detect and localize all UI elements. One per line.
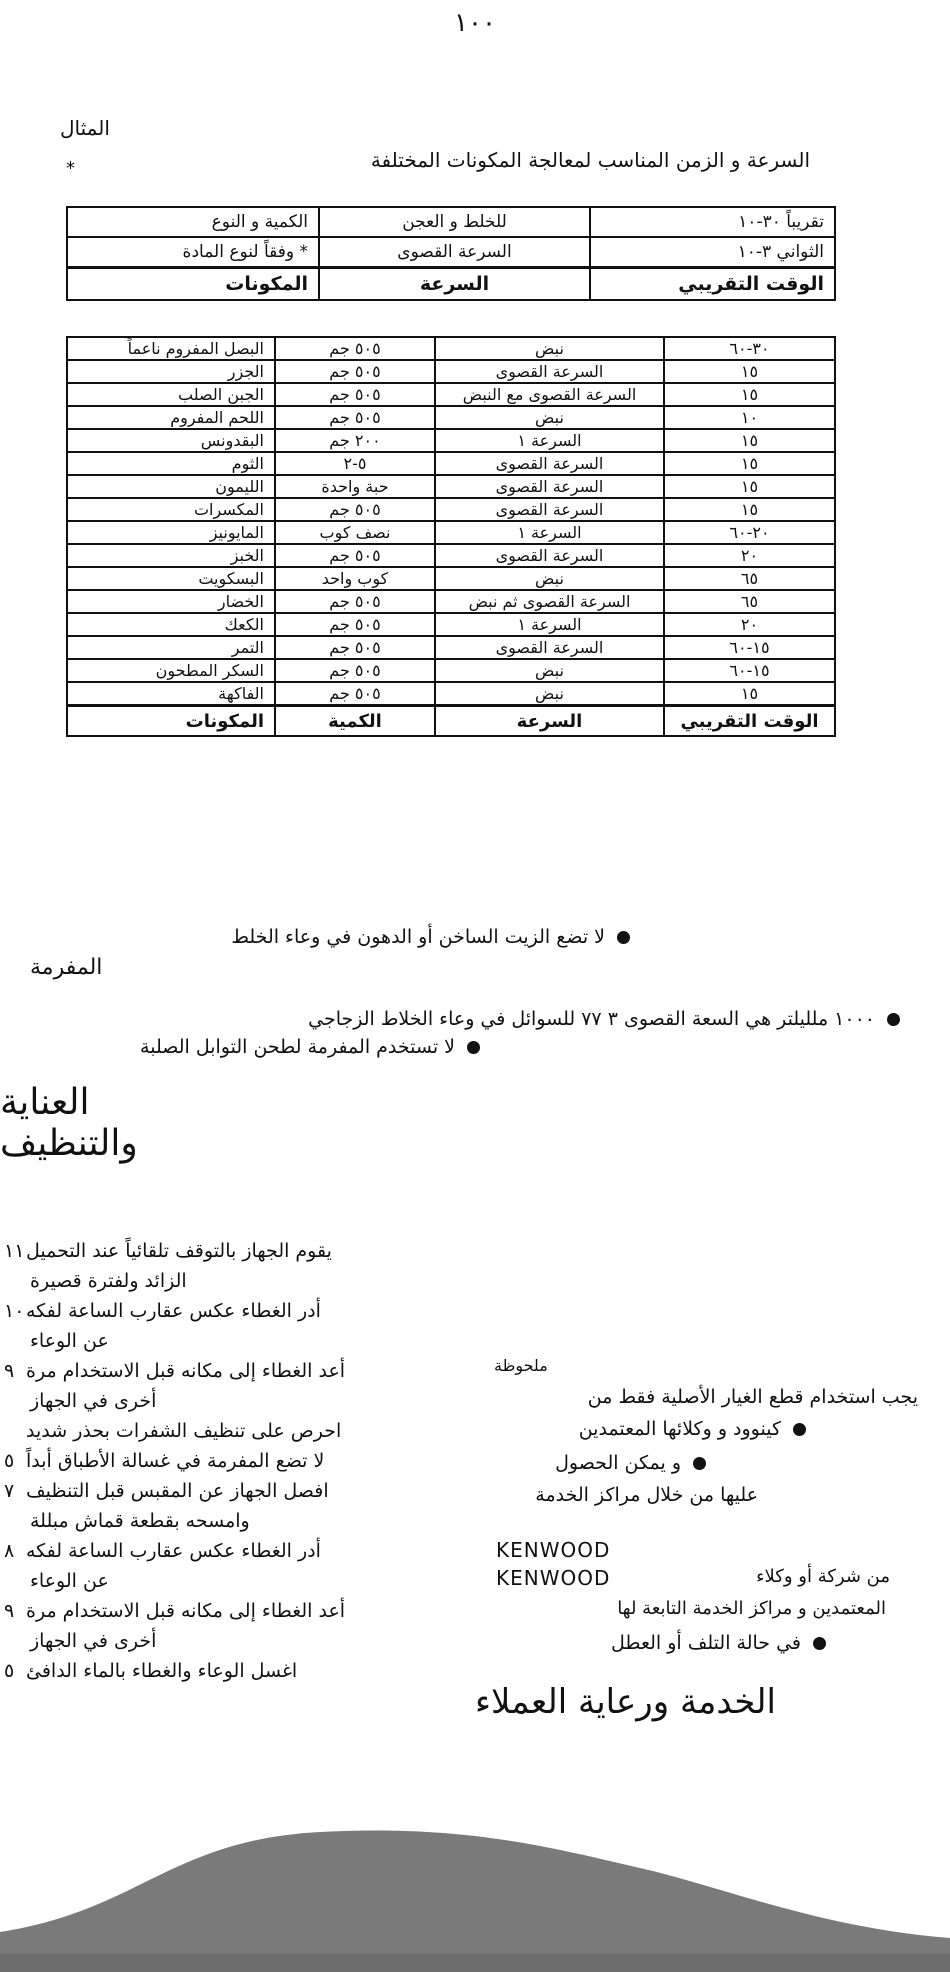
note-3 [0,1036,480,1058]
speed-guide-table [66,206,836,301]
instruction-number: ٨ [4,1540,15,1562]
instruction-text: ﺃﻋﺪ ﺍﻟﻐﻄﺎﺀ ﺇﻟﻰ ﻣﻜﺎﻧﻪ ﻗﺒﻞ ﺍﻻﺳﺘﺨﺪﺍﻡ ﻣﺮﺓ [26,1600,346,1622]
table-cell: ٥٠٥ ﺟﻢ [275,337,435,360]
table-row [67,590,835,613]
bullet-text: ﻓﻲ ﺣﺎﻟﺔ ﺍﻟﺘﻠﻒ ﺃﻭ ﺍﻟﻌﻄﻞ [610,1632,801,1654]
care-cleaning-heading: ﺍﻟﻌﻨﺎﻳﺔ ﻭﺍﻟﺘﻨﻈﻴﻒ [0,1082,138,1164]
table-cell: ٥٠٥ ﺟﻢ [275,682,435,706]
table-row [67,207,835,237]
table-cell: ١٥-٦٠ [664,659,835,682]
table-header: ﺍﻟﺴﺮﻋﺔ [435,706,664,737]
table-cell: ﺍﻟﺴﻜﺮ ﺍﻟﻤﻄﺤﻮﻥ [67,659,275,682]
bullet-icon [693,1457,706,1470]
table-cell: ﻧﺒﺾ [435,337,664,360]
table-cell: ٥٠٥ ﺟﻢ [275,659,435,682]
table-cell: ٦٥ [664,590,835,613]
instruction-continuation: ﻋﻦ ﺍﻟﻮﻋﺎﺀ [30,1570,109,1592]
instruction-item [4,1536,424,1566]
intro-label: ﺍﻟﻤﺜﺎﻝ [60,116,110,140]
table-cell: ﺍﻟﻤﻜﺴﺮﺍﺕ [67,498,275,521]
table-cell: ﺗﻘﺮﻳﺒﺎً ٣٠-١٠ [590,207,835,237]
bullet-icon [617,931,630,944]
instruction-number: ٥ [4,1660,15,1682]
instruction-item [4,1416,424,1446]
note-text: ١٠٠٠ ﻣﻠﻠﻴﻠﺘﺮ ﻫﻲ ﺍﻟﺴﻌﺔ ﺍﻟﻘﺼﻮﻯ ٣ ٧٧ ﻟﻠﺴﻮﺍﺋﻞ ﻓﻲ ﻭﻋﺎﺀ ﺍﻟﺨﻼﻁ ﺍﻟﺰﺟﺎﺟﻲ [308,1008,875,1030]
table-row [67,544,835,567]
table-cell: ١٥ [664,452,835,475]
table-cell: ﺍﻟﺴﺮﻋﺔ ١ [435,521,664,544]
processing-table [66,336,836,737]
instruction-text: ﺃﺩﺭ ﺍﻟﻐﻄﺎﺀ ﻋﻜﺲ ﻋﻘﺎﺭﺏ ﺍﻟﺴﺎﻋﺔ ﻟﻔﻜﻪ [26,1300,321,1322]
table-row [67,567,835,590]
instruction-item [4,1596,424,1626]
table-row [67,452,835,475]
note-1 [0,926,630,948]
brand-kenwood-2: KENWOOD [496,1566,611,1590]
decorative-wave [0,1810,950,1972]
note-2 [0,1008,900,1030]
bullet-icon [793,1423,806,1436]
instruction-text: ﺍﻓﺼﻞ ﺍﻟﺠﻬﺎﺯ ﻋﻦ ﺍﻟﻤﻘﺒﺲ ﻗﺒﻞ ﺍﻟﺘﻨﻈﻴﻒ [26,1480,329,1502]
table-cell: ٥٠٥ ﺟﻢ [275,590,435,613]
table-cell: ١٥ [664,383,835,406]
table-cell: ٥٠٥ ﺟﻢ [275,406,435,429]
bullet-text: ﻭ ﻳﻤﻜﻦ ﺍﻟﺤﺼﻮﻝ [555,1452,681,1474]
table-cell: ﺍﻟﺴﺮﻋﺔ ﺍﻟﻘﺼﻮﻯ [435,498,664,521]
table-row [67,475,835,498]
table-cell: ١٥ [664,498,835,521]
table-cell: ﺍﻟﻤﺎﻳﻮﻧﻴﺰ [67,521,275,544]
table-row [67,237,835,268]
table-cell: ٥٠٥ ﺟﻢ [275,544,435,567]
bullet-icon [887,1013,900,1026]
table-cell: ٥٠٥ ﺟﻢ [275,636,435,659]
instruction-continuation: ﺍﻟﺰﺍﺋﺪ ﻭﻟﻔﺘﺮﺓ ﻗﺼﻴﺮﺓ [30,1270,187,1292]
table-cell: ﺍﻟﺒﻘﺪﻭﻧﺲ [67,429,275,452]
instruction-number: ٧ [4,1480,15,1502]
instruction-text: ﺃﺩﺭ ﺍﻟﻐﻄﺎﺀ ﻋﻜﺲ ﻋﻘﺎﺭﺏ ﺍﻟﺴﺎﻋﺔ ﻟﻔﻜﻪ [26,1540,321,1562]
table-cell: ٣٠-٦٠ [664,337,835,360]
table-cell: ﺣﺒﺔ ﻭﺍﺣﺪﺓ [275,475,435,498]
intro-text: ﺍﻟﺴﺮﻋﺔ ﻭ ﺍﻟﺰﻣﻦ ﺍﻟﻤﻨﺎﺳﺐ ﻟﻤﻌﺎﻟﺠﺔ ﺍﻟﻤﻜﻮﻧﺎﺕ ﺍﻟﻤﺨﺘﻠﻔﺔ [370,148,810,172]
instruction-item [4,1356,424,1386]
instruction-item [4,1656,424,1686]
table-row [67,659,835,682]
table-cell: ﺍﻟﺜﻮﻡ [67,452,275,475]
instruction-text: ﺍﺣﺮﺹ ﻋﻠﻰ ﺗﻨﻈﻴﻒ ﺍﻟﺸﻔﺮﺍﺕ ﺑﺤﺬﺭ ﺷﺪﻳﺪ [26,1420,342,1442]
table-cell: ﻧﺒﺾ [435,406,664,429]
table-cell: ﻧﺼﻒ ﻛﻮﺏ [275,521,435,544]
instruction-number [4,1416,26,1446]
table-cell: ١٥-٦٠ [664,636,835,659]
table-cell: ٥٠٥ ﺟﻢ [275,613,435,636]
page-number: ١٠٠ [454,8,496,38]
instruction-text: ﺃﻋﺪ ﺍﻟﻐﻄﺎﺀ ﺇﻟﻰ ﻣﻜﺎﻧﻪ ﻗﺒﻞ ﺍﻻﺳﺘﺨﺪﺍﻡ ﻣﺮﺓ [26,1360,346,1382]
table-row [67,682,835,706]
note-text: ﻻ ﺗﺴﺘﺨﺪﻡ ﺍﻟﻤﻔﺮﻣﺔ ﻟﻄﺤﻦ ﺍﻟﺘﻮﺍﺑﻞ ﺍﻟﺼﻠﺒﺔ [140,1036,455,1058]
right-bullet-3 [466,1632,826,1654]
right-bullet-2 [466,1452,706,1474]
table-header: ﺍﻟﻤﻜﻮﻧﺎﺕ [67,706,275,737]
table-cell: ﺍﻟﺨﻀﺎﺭ [67,590,275,613]
service-heading: ﺍﻟﺨﺪﻣﺔ ﻭﺭﻋﺎﻳﺔ ﺍﻟﻌﻤﻼﺀ [475,1682,776,1722]
table-cell: ﺍﻟﻠﺤﻢ ﺍﻟﻤﻔﺮﻭﻡ [67,406,275,429]
table-cell: ﻟﻠﺨﻠﻂ ﻭ ﺍﻟﻌﺠﻦ [319,207,590,237]
table-cell: ﻛﻮﺏ ﻭﺍﺣﺪ [275,567,435,590]
instruction-item [4,1236,424,1266]
table-header: ﺍﻟﻮﻗﺖ ﺍﻟﺘﻘﺮﻳﺒﻲ [664,706,835,737]
table-cell: ﺍﻟﺴﺮﻋﺔ ﺍﻟﻘﺼﻮﻯ [435,544,664,567]
instruction-text: ﻳﻘﻮﻡ ﺍﻟﺠﻬﺎﺯ ﺑﺎﻟﺘﻮﻗﻒ ﺗﻠﻘﺎﺋﻴﺎً ﻋﻨﺪ ﺍﻟﺘﺤﻤﻴﻞ [26,1240,332,1262]
table-cell: ﺍﻟﺴﺮﻋﺔ ﺍﻟﻘﺼﻮﻯ [435,636,664,659]
table-header: ﺍﻟﺴﺮﻋﺔ [319,268,590,301]
instruction-number: ١٠ [4,1300,25,1322]
table-cell: ﺍﻟﻔﺎﻛﻬﺔ [67,682,275,706]
instruction-item [4,1446,424,1476]
instruction-continuation: ﻭﺍﻣﺴﺤﻪ ﺑﻘﻄﻌﺔ ﻗﻤﺎﺵ ﻣﺒﻠﻠﺔ [30,1510,250,1532]
table-cell: * ﻭﻓﻘﺎً ﻟﻨﻮﻉ ﺍﻟﻤﺎﺩﺓ [67,237,319,268]
table-cell: ﺍﻟﺘﻤﺮ [67,636,275,659]
table-cell: ١٥ [664,360,835,383]
table-cell: ٢٠ [664,544,835,567]
right-line3: ﺍﻟﻤﻌﺘﻤﺪﻳﻦ ﻭ ﻣﺮﺍﻛﺰ ﺍﻟﺨﺪﻣﺔ ﺍﻟﺘﺎﺑﻌﺔ ﻟﻬﺎ [617,1598,886,1619]
table-cell: ١٥ [664,475,835,498]
table-cell: ﺍﻟﺴﺮﻋﺔ ١ [435,429,664,452]
table-cell: ﻧﺒﺾ [435,682,664,706]
table-header: ﺍﻟﻜﻤﻴﺔ [275,706,435,737]
instruction-item [4,1476,424,1506]
table-cell: ﺍﻟﺴﺮﻋﺔ ﺍﻟﻘﺼﻮﻯ [435,475,664,498]
table-cell: ١٥ [664,682,835,706]
table-cell: ٥٠٥ ﺟﻢ [275,360,435,383]
table-cell: ٢٠٠ ﺟﻢ [275,429,435,452]
instruction-number: ١١ [4,1240,25,1262]
table-cell: ٦٥ [664,567,835,590]
instruction-item [4,1296,424,1326]
right-line1: ﻳﺠﺐ ﺍﺳﺘﺨﺪﺍﻡ ﻗﻄﻊ ﺍﻟﻐﻴﺎﺭ ﺍﻷﺻﻠﻴﺔ ﻓﻘﻂ ﻣﻦ [587,1386,918,1408]
table-header-row [67,706,835,737]
table-cell: ﻧﺒﺾ [435,659,664,682]
table-row [67,636,835,659]
instruction-continuation: ﻋﻦ ﺍﻟﻮﻋﺎﺀ [30,1330,109,1352]
table-cell: ١٠ [664,406,835,429]
table-cell: ﺍﻟﺜﻮﺍﻧﻲ ٣-١٠ [590,237,835,268]
instruction-text: ﺍﻏﺴﻞ ﺍﻟﻮﻋﺎﺀ ﻭﺍﻟﻐﻄﺎﺀ ﺑﺎﻟﻤﺎﺀ ﺍﻟﺪﺍﻓﺊ [26,1660,298,1682]
note-text: ﻻ ﺗﻀﻊ ﺍﻟﺰﻳﺖ ﺍﻟﺴﺎﺧﻦ ﺃﻭ ﺍﻟﺪﻫﻮﻥ ﻓﻲ ﻭﻋﺎﺀ ﺍﻟﺨﻠﻂ [231,926,605,948]
right-bullet-1 [466,1418,806,1440]
table-cell: ﺍﻟﺴﺮﻋﺔ ﺍﻟﻘﺼﻮﻯ [435,360,664,383]
right-brand-suffix: ﻣﻦ ﺷﺮﻛﺔ ﺃﻭ ﻭﻛﻼﺀ [756,1566,890,1587]
table-row [67,406,835,429]
table-row [67,429,835,452]
table-row [67,498,835,521]
table-cell: ﺍﻟﺒﺼﻞ ﺍﻟﻤﻔﺮﻭﻡ ﻧﺎﻋﻤﺎً [67,337,275,360]
table-cell: ﺍﻟﻜﻤﻴﺔ ﻭ ﺍﻟﻨﻮﻉ [67,207,319,237]
care-instructions [4,1236,424,1686]
table-cell: ١٥ [664,429,835,452]
table-row [67,383,835,406]
bullet-icon [467,1041,480,1054]
table-cell: ٥٠٥ ﺟﻢ [275,383,435,406]
table-cell: ٢٠ [664,613,835,636]
table-cell: ﺍﻟﺠﺰﺭ [67,360,275,383]
table-cell: ﺍﻟﺒﺴﻜﻮﻳﺖ [67,567,275,590]
brand-kenwood-1: KENWOOD [496,1538,611,1562]
bullet-text: ﻛﻴﻨﻮﻭﺩ ﻭ ﻭﻛﻼﺋﻬﺎ ﺍﻟﻤﻌﺘﻤﺪﻳﻦ [578,1418,781,1440]
table-cell: ٢٠-٦٠ [664,521,835,544]
table-cell: ﻧﺒﺾ [435,567,664,590]
table-cell: ٥٠٥ ﺟﻢ [275,498,435,521]
instruction-number: ٥ [4,1450,15,1472]
instruction-number: ٩ [4,1600,15,1622]
table-header: ﺍﻟﻤﻜﻮﻧﺎﺕ [67,268,319,301]
table-cell: ﺍﻟﻠﻴﻤﻮﻥ [67,475,275,498]
table-row [67,337,835,360]
table-cell: ﺍﻟﺴﺮﻋﺔ ١ [435,613,664,636]
instruction-number: ٩ [4,1360,15,1382]
table-header-row [67,268,835,301]
table-header: ﺍﻟﻮﻗﺖ ﺍﻟﺘﻘﺮﻳﺒﻲ [590,268,835,301]
table-cell: ﺍﻟﺴﺮﻋﺔ ﺍﻟﻘﺼﻮﻯ ﻣﻊ ﺍﻟﻨﺒﺾ [435,383,664,406]
table-row [67,360,835,383]
instruction-continuation: ﺃﺧﺮﻯ ﻓﻲ ﺍﻟﺠﻬﺎﺯ [30,1630,157,1652]
right-line2: ﻋﻠﻴﻬﺎ ﻣﻦ ﺧﻼﻝ ﻣﺮﺍﻛﺰ ﺍﻟﺨﺪﻣﺔ [535,1484,758,1506]
intro-star: * [66,158,75,179]
instruction-text: ﻻ ﺗﻀﻊ ﺍﻟﻤﻔﺮﻣﺔ ﻓﻲ ﻏﺴﺎﻟﺔ ﺍﻷﻃﺒﺎﻕ ﺃﺑﺪﺍً [26,1450,325,1472]
table-row [67,613,835,636]
table-cell: ﺍﻟﺴﺮﻋﺔ ﺍﻟﻘﺼﻮﻯ [435,452,664,475]
table-cell: ﺍﻟﺨﺒﺰ [67,544,275,567]
right-label: ﻣﻠﺤﻮﻇﺔ [494,1356,548,1375]
table-cell: ٥-٢ [275,452,435,475]
table-row [67,521,835,544]
table-cell: ﺍﻟﺴﺮﻋﺔ ﺍﻟﻘﺼﻮﻯ ﺛﻢ ﻧﺒﺾ [435,590,664,613]
bullet-icon [813,1637,826,1650]
instruction-continuation: ﺃﺧﺮﻯ ﻓﻲ ﺍﻟﺠﻬﺎﺯ [30,1390,157,1412]
table-cell: ﺍﻟﺠﺒﻦ ﺍﻟﺼﻠﺐ [67,383,275,406]
note-1-cont: ﺍﻟﻤﻔﺮﻣﺔ [30,955,103,980]
table-cell: ﺍﻟﺴﺮﻋﺔ ﺍﻟﻘﺼﻮﻯ [319,237,590,268]
table-cell: ﺍﻟﻜﻌﻚ [67,613,275,636]
